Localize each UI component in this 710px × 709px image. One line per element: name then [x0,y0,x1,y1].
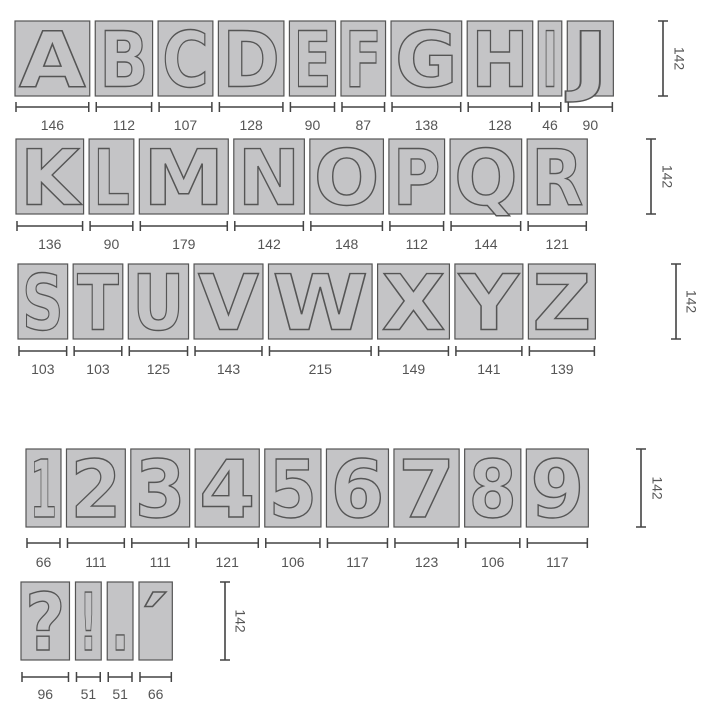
height-label: 142 [659,164,676,189]
height-dimension-line [646,139,656,214]
glyph-char-8: 8 [468,442,517,536]
glyph-char-i: I [542,16,558,106]
glyph-char-3: 3 [134,442,186,536]
glyph-char-f: F [344,16,382,106]
width-label-8: 106 [481,554,505,570]
width-label-q: 144 [474,236,498,252]
width-label-3: 111 [149,554,171,570]
glyph-char-e: E [293,16,332,106]
glyph-row-2 [16,134,675,252]
width-dimension-line [140,672,171,682]
glyph-char-u: U [132,259,185,349]
width-label-e: 90 [304,117,321,133]
width-dimension-line [132,538,189,548]
width-label-y: 141 [477,361,501,377]
glyph-char-5: 5 [268,442,317,536]
height-dimension-line [658,21,668,96]
width-label-1: 66 [35,554,52,570]
width-label-s: 103 [31,361,55,377]
width-label-j: 90 [582,117,599,133]
width-dimension-line [196,538,258,548]
width-dimension-line [27,538,60,548]
width-label-b: 112 [112,117,136,133]
glyph-char-4: 4 [199,442,256,536]
width-label-w: 215 [308,361,332,377]
glyph-char-exclamation-mark: ! [79,575,98,669]
glyph-char-j: J [564,16,610,106]
glyph-row-1 [15,16,687,133]
width-label-5: 106 [281,554,305,570]
width-label-v: 143 [216,361,241,377]
width-label-h: 128 [488,117,512,133]
width-label-t: 103 [86,361,110,377]
glyph-char-c: C [162,16,209,106]
glyph-char-l: L [93,134,130,224]
glyph-char-n: N [237,134,301,224]
width-label-u: 125 [146,361,171,377]
width-label-l: 90 [103,236,120,252]
glyph-char-t: T [77,259,119,349]
height-label: 142 [649,476,666,500]
width-dimension-line [327,538,387,548]
width-label-7: 123 [414,554,439,570]
glyph-char-m: M [143,134,225,224]
glyph-char-h: H [471,16,529,106]
width-label-9: 117 [546,554,569,570]
glyph-char-w: W [272,259,369,349]
width-label-6: 117 [346,554,369,570]
glyph-char-v: V [198,259,259,349]
glyph-char-s: S [22,259,64,349]
height-dimension-line [220,582,230,660]
glyph-char-period: . [111,575,129,669]
glyph-char-p: P [392,134,441,224]
width-dimension-line [527,538,587,548]
glyph-char-9: 9 [530,442,585,536]
height-label: 142 [671,46,688,71]
width-dimension-line [466,538,520,548]
width-dimension-line [76,672,100,682]
width-label-d: 128 [239,117,263,133]
width-label-question-mark: 96 [37,686,54,702]
width-label-p: 112 [405,236,428,252]
width-label-i: 46 [542,117,558,133]
width-dimension-line [22,672,68,682]
height-dimension-line [636,449,646,527]
width-label-period: 51 [112,686,128,702]
glyph-char-2: 2 [70,442,122,536]
width-label-n: 142 [257,236,281,252]
glyph-char-6: 6 [330,442,385,536]
width-label-c: 107 [173,117,198,133]
glyph-char-question-mark: ? [25,575,66,669]
glyph-char-7: 7 [397,442,456,536]
glyph-char-r: R [531,134,584,224]
width-label-exclamation-mark: 51 [80,686,97,702]
height-label: 142 [683,289,700,314]
glyph-row-5 [21,576,248,702]
width-label-g: 138 [414,117,439,133]
glyph-char-q: Q [454,134,518,224]
width-label-2: 111 [85,554,107,570]
width-dimension-line [266,538,320,548]
glyph-char-prime: ′ [142,575,169,669]
width-label-r: 121 [545,236,569,252]
width-label-k: 136 [38,236,62,252]
glyph-row-4 [26,443,665,570]
width-dimension-line [67,538,124,548]
width-label-x: 149 [401,361,426,377]
width-dimension-line [395,538,458,548]
glyph-char-a: A [19,16,86,106]
width-label-a: 146 [40,117,65,133]
height-dimension-line [671,264,681,339]
width-label-m: 179 [172,236,196,252]
glyph-row-3 [18,259,699,377]
glyph-char-z: Z [532,259,592,349]
glyph-char-x: X [381,259,446,349]
glyph-char-k: K [20,134,83,224]
glyph-char-1: 1 [30,442,57,536]
height-label: 142 [232,609,249,633]
glyph-char-y: Y [457,259,521,349]
width-dimension-line [108,672,132,682]
glyph-char-o: O [313,134,380,224]
width-label-o: 148 [334,236,359,252]
width-label-prime: 66 [147,686,164,702]
width-label-z: 139 [550,361,574,377]
glyph-char-d: D [222,16,280,106]
width-label-4: 121 [215,554,239,570]
glyph-char-g: G [395,16,458,106]
glyph-char-b: B [99,16,149,106]
width-label-f: 87 [355,117,372,133]
